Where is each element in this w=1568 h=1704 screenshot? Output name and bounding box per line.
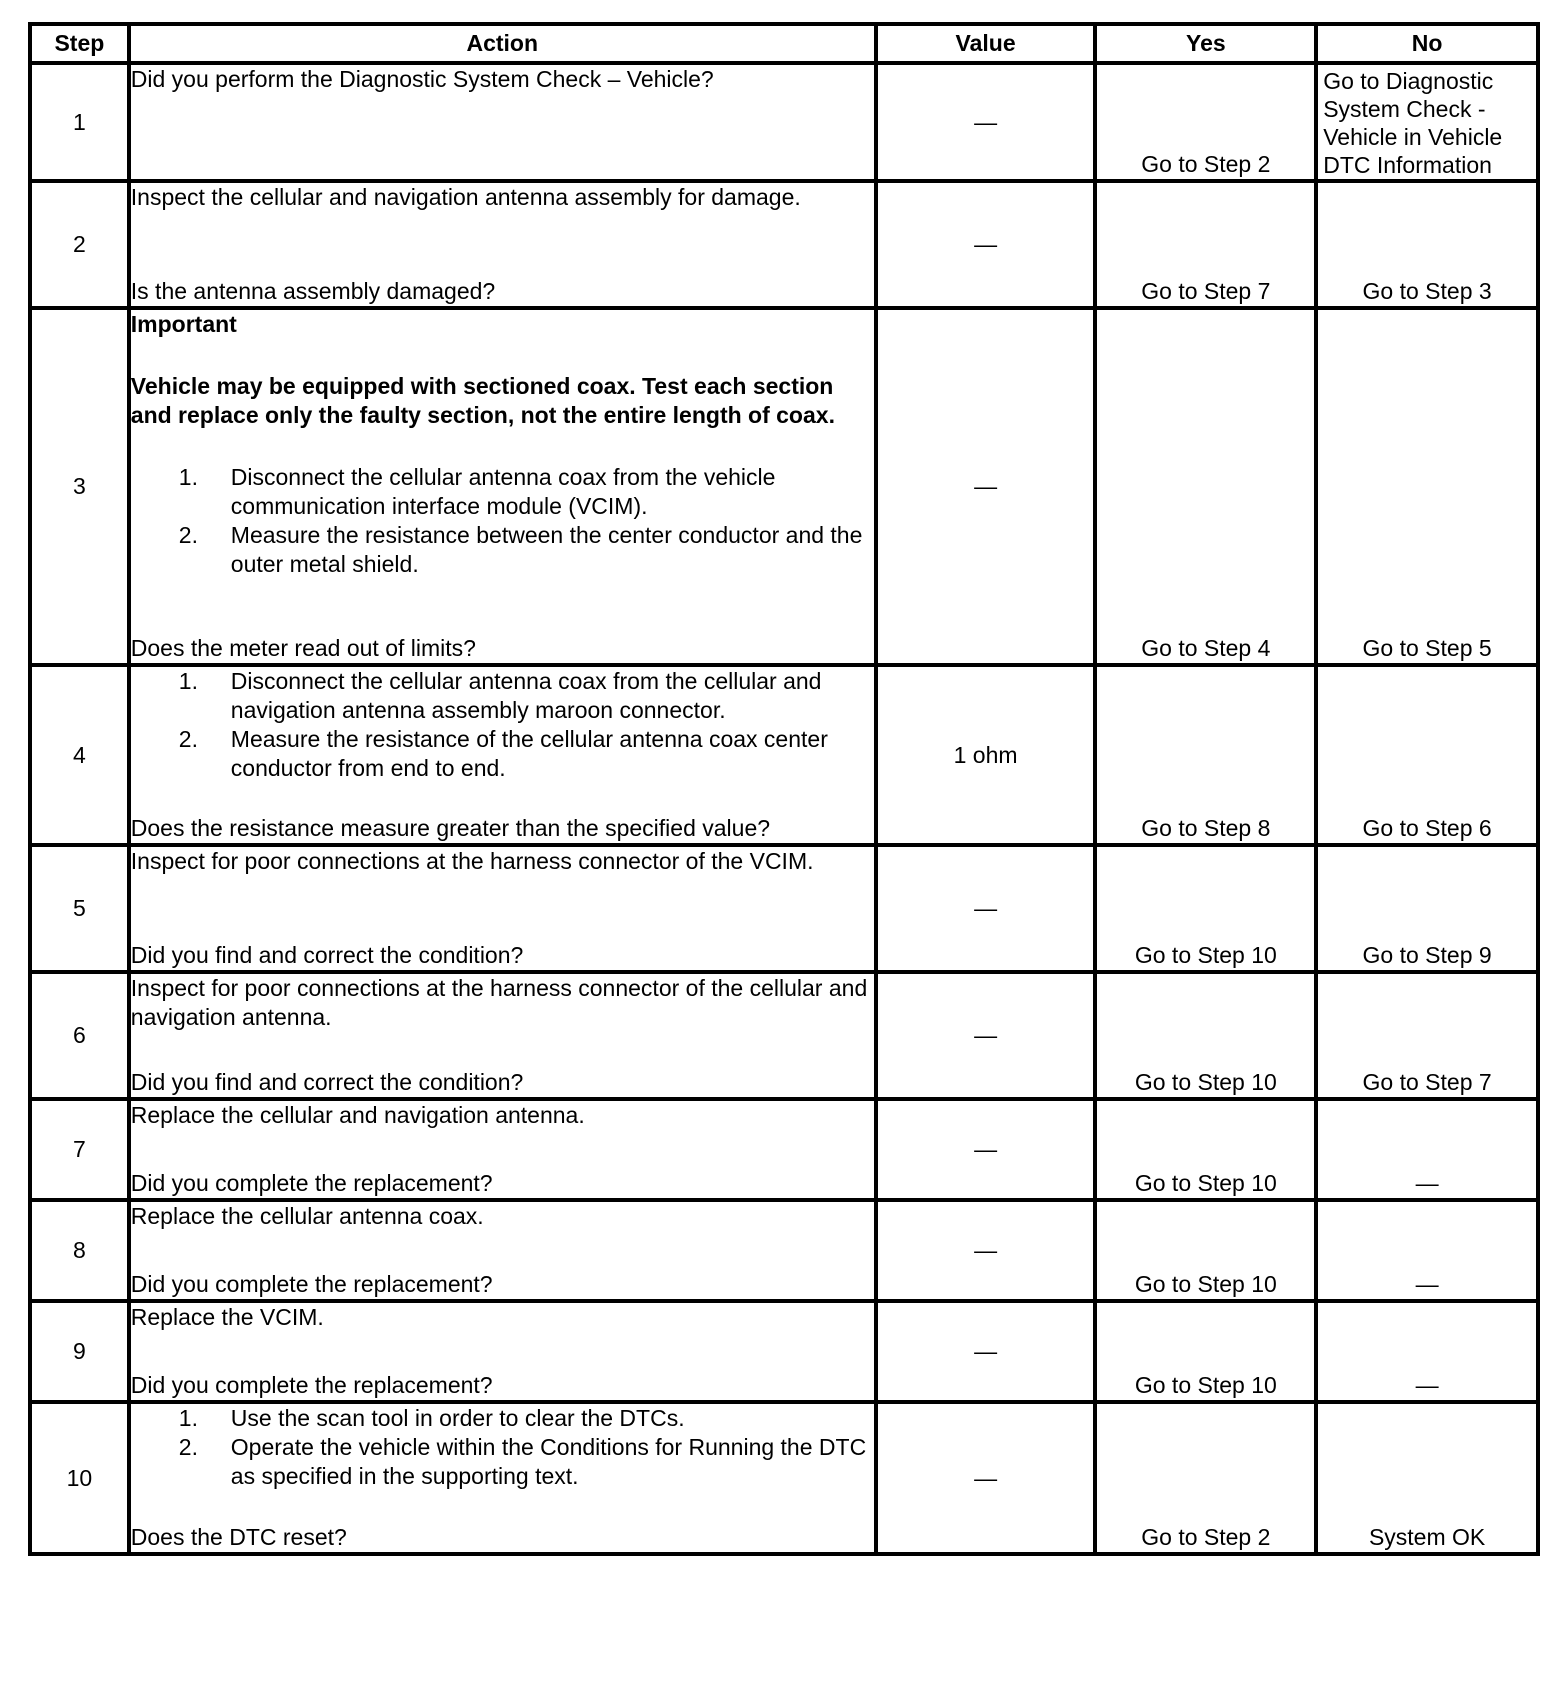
- action-cell: [129, 1402, 876, 1554]
- action-cell: [129, 1200, 876, 1301]
- yes-cell: Go to Step 2: [1095, 1402, 1316, 1554]
- no-cell: Go to Step 6: [1316, 665, 1538, 845]
- no-cell: Go to Step 5: [1316, 308, 1538, 665]
- action-text: Replace the cellular and navigation antenna.: [130, 1102, 585, 1128]
- action-question: Did you complete the replacement?: [130, 1271, 493, 1297]
- no-cell: Go to Diagnostic System Check - Vehicle in Vehicle DTC Information: [1316, 63, 1538, 181]
- table-row: [30, 1200, 1538, 1301]
- header-value: Value: [876, 24, 1096, 63]
- action-question: Did you complete the replacement?: [130, 1170, 493, 1196]
- header-no: No: [1316, 24, 1538, 63]
- action-question: Does the DTC reset?: [130, 1524, 347, 1550]
- yes-cell: Go to Step 10: [1095, 845, 1316, 972]
- list-item: 1. Use the scan tool in order to clear the DTCs.: [178, 1405, 685, 1431]
- table-row: [30, 308, 1538, 665]
- action-cell: [129, 845, 876, 972]
- step-number: 7: [30, 1099, 129, 1200]
- value-cell: —: [876, 181, 1096, 308]
- table-row: [30, 181, 1538, 308]
- table-row: [30, 1402, 1538, 1554]
- table-row: [30, 1099, 1538, 1200]
- no-cell: System OK: [1316, 1402, 1538, 1554]
- no-cell: —: [1316, 1200, 1538, 1301]
- procedure-list: [131, 667, 874, 783]
- yes-cell: Go to Step 10: [1095, 1200, 1316, 1301]
- header-action: Action: [129, 24, 876, 63]
- yes-cell: Go to Step 2: [1095, 63, 1316, 181]
- action-cell: [129, 1301, 876, 1402]
- yes-cell: Go to Step 8: [1095, 665, 1316, 845]
- action-cell: [129, 1099, 876, 1200]
- action-text: Replace the cellular antenna coax.: [130, 1203, 484, 1229]
- list-item: 2. Measure the resistance of the cellular antenna coax center conductor from end to end.: [178, 726, 828, 781]
- yes-cell: Go to Step 10: [1095, 972, 1316, 1099]
- action-cell: [129, 972, 876, 1099]
- list-item: 2. Operate the vehicle within the Conditions for Running the DTC as specified in the supporting text.: [178, 1434, 867, 1489]
- action-cell: [129, 665, 876, 845]
- procedure-list: [131, 1404, 874, 1491]
- value-cell: —: [876, 1200, 1096, 1301]
- step-number: 9: [30, 1301, 129, 1402]
- action-text: Replace the VCIM.: [130, 1304, 324, 1330]
- no-cell: —: [1316, 1301, 1538, 1402]
- action-question: Does the resistance measure greater than the specified value?: [130, 815, 771, 841]
- step-number: 4: [30, 665, 129, 845]
- action-text: Inspect the cellular and navigation antenna assembly for damage.: [130, 184, 801, 210]
- action-text: Did you perform the Diagnostic System Check – Vehicle?: [130, 66, 714, 92]
- important-text: Vehicle may be equipped with sectioned coax. Test each section and replace only the faulty section, not the entire length of coax.: [130, 373, 835, 428]
- value-cell: —: [876, 845, 1096, 972]
- value-cell: —: [876, 972, 1096, 1099]
- yes-cell: Go to Step 4: [1095, 308, 1316, 665]
- action-question: Did you complete the replacement?: [130, 1372, 493, 1398]
- action-cell: [129, 181, 876, 308]
- table-row: [30, 1301, 1538, 1402]
- table-row: [30, 845, 1538, 972]
- action-question: Does the meter read out of limits?: [130, 635, 476, 661]
- step-number: 5: [30, 845, 129, 972]
- value-cell: —: [876, 1402, 1096, 1554]
- step-number: 2: [30, 181, 129, 308]
- header-step: Step: [30, 24, 129, 63]
- action-question: Did you find and correct the condition?: [130, 1069, 524, 1095]
- action-question: Is the antenna assembly damaged?: [130, 278, 496, 304]
- no-cell: Go to Step 7: [1316, 972, 1538, 1099]
- list-item: 2. Measure the resistance between the center conductor and the outer metal shield.: [178, 522, 863, 577]
- no-cell: Go to Step 9: [1316, 845, 1538, 972]
- value-cell: —: [876, 308, 1096, 665]
- yes-cell: Go to Step 10: [1095, 1099, 1316, 1200]
- value-cell: —: [876, 1099, 1096, 1200]
- table-row: [30, 63, 1538, 181]
- step-number: 8: [30, 1200, 129, 1301]
- list-item: 1. Disconnect the cellular antenna coax from the cellular and navigation antenna assembly maroon connector.: [178, 668, 822, 723]
- step-number: 10: [30, 1402, 129, 1554]
- action-cell: [129, 63, 876, 181]
- action-question: Did you find and correct the condition?: [130, 942, 524, 968]
- value-cell: —: [876, 1301, 1096, 1402]
- value-cell: 1 ohm: [876, 665, 1096, 845]
- header-yes: Yes: [1095, 24, 1316, 63]
- table-row: [30, 972, 1538, 1099]
- no-cell: —: [1316, 1099, 1538, 1200]
- table-row: [30, 665, 1538, 845]
- action-cell: [129, 308, 876, 665]
- list-item: 1. Disconnect the cellular antenna coax from the vehicle communication interface module (VCIM).: [178, 464, 776, 519]
- header-row: [30, 24, 1538, 63]
- action-text: Inspect for poor connections at the harness connector of the VCIM.: [130, 848, 814, 874]
- yes-cell: Go to Step 7: [1095, 181, 1316, 308]
- no-cell: Go to Step 3: [1316, 181, 1538, 308]
- yes-cell: Go to Step 10: [1095, 1301, 1316, 1402]
- step-number: 1: [30, 63, 129, 181]
- action-text: Inspect for poor connections at the harness connector of the cellular and navigation antenna.: [130, 975, 868, 1030]
- step-number: 3: [30, 308, 129, 665]
- value-cell: —: [876, 63, 1096, 181]
- step-number: 6: [30, 972, 129, 1099]
- diagnostic-table: [28, 22, 1540, 1556]
- procedure-list: [131, 463, 874, 579]
- important-label: Important: [130, 311, 237, 337]
